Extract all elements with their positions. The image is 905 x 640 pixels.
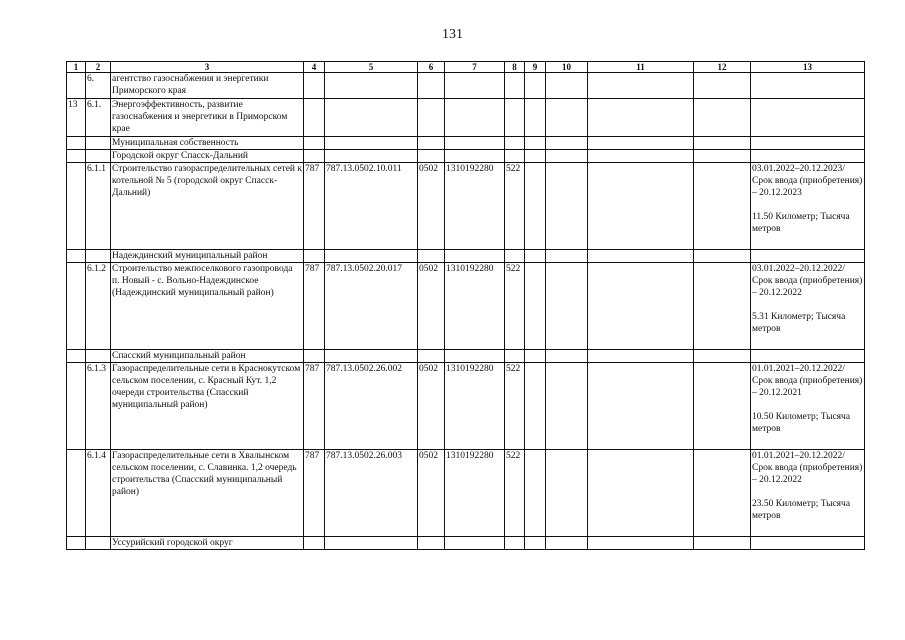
section-subsection	[418, 137, 445, 150]
section-code: 6.1.4	[86, 450, 111, 537]
section-subsection	[418, 73, 445, 99]
row-number	[67, 137, 86, 150]
row-number	[67, 537, 86, 550]
column-header: 9	[525, 62, 546, 73]
period-capacity	[751, 137, 865, 150]
grbs-code	[304, 150, 325, 163]
grbs-code	[304, 137, 325, 150]
period-capacity: 03.01.2022–20.12.2022/ Срок ввода (приобретения) – 20.12.2022 5.31 Километр; Тысяча метров	[751, 263, 865, 350]
cell	[588, 99, 694, 137]
row-number	[67, 450, 86, 537]
period-capacity	[751, 350, 865, 363]
section-code: 6.1.2	[86, 263, 111, 350]
table-row	[67, 163, 865, 250]
cell	[588, 137, 694, 150]
column-header: 13	[751, 62, 865, 73]
section-subsection	[418, 99, 445, 137]
period-capacity: 01.01.2021–20.12.2022/ Срок ввода (приобретения) – 20.12.2022 23.50 Километр; Тысяча метров	[751, 450, 865, 537]
cell	[525, 263, 546, 350]
target-article	[445, 537, 505, 550]
cell	[694, 450, 751, 537]
cell	[588, 250, 694, 263]
section-code: 6.	[86, 73, 111, 99]
expense-type	[505, 150, 525, 163]
cell	[525, 99, 546, 137]
cell	[546, 350, 588, 363]
object-code	[325, 99, 418, 137]
table-row	[67, 263, 865, 350]
object-name: Строительство газораспределительных сетей к котельной № 5 (городской округ Спасск-Дальний)	[111, 163, 304, 250]
cell	[546, 137, 588, 150]
cell	[588, 263, 694, 350]
cell	[546, 250, 588, 263]
object-name: Газораспределительные сети в Краснокутском сельском поселении, с. Красный Кут. 1,2 очереди строительства (Спасский муниципальный район)	[111, 363, 304, 450]
section-subsection	[418, 150, 445, 163]
row-number	[67, 350, 86, 363]
period-capacity	[751, 99, 865, 137]
object-name: агентство газоснабжения и энергетики Приморского края	[111, 73, 304, 99]
object-name: Энергоэффективность, развитие газоснабжения и энергетики в Приморском крае	[111, 99, 304, 137]
grbs-code: 787	[304, 363, 325, 450]
target-article: 1310192280	[445, 363, 505, 450]
cell	[694, 99, 751, 137]
target-article: 1310192280	[445, 450, 505, 537]
cell	[546, 150, 588, 163]
section-code	[86, 350, 111, 363]
period-capacity	[751, 537, 865, 550]
section-code: 6.1.	[86, 99, 111, 137]
column-header: 6	[418, 62, 445, 73]
row-number	[67, 150, 86, 163]
grbs-code: 787	[304, 163, 325, 250]
cell	[694, 73, 751, 99]
expense-type: 522	[505, 263, 525, 350]
cell	[525, 150, 546, 163]
section-code: 6.1.3	[86, 363, 111, 450]
cell	[694, 150, 751, 163]
cell	[525, 537, 546, 550]
target-article	[445, 137, 505, 150]
object-code	[325, 73, 418, 99]
cell	[525, 450, 546, 537]
cell	[588, 363, 694, 450]
column-header: 5	[325, 62, 418, 73]
column-header: 12	[694, 62, 751, 73]
budget-table	[66, 61, 865, 550]
object-code	[325, 137, 418, 150]
cell	[588, 150, 694, 163]
cell	[588, 163, 694, 250]
table-row	[67, 250, 865, 263]
object-code: 787.13.0502.26.003	[325, 450, 418, 537]
target-article	[445, 99, 505, 137]
object-name: Надеждинский муниципальный район	[111, 250, 304, 263]
section-subsection: 0502	[418, 163, 445, 250]
expense-type	[505, 537, 525, 550]
target-article	[445, 350, 505, 363]
expense-type	[505, 137, 525, 150]
section-subsection: 0502	[418, 450, 445, 537]
period-capacity: 03.01.2022–20.12.2023/ Срок ввода (приобретения) – 20.12.2023 11.50 Километр; Тысяча метров	[751, 163, 865, 250]
cell	[694, 537, 751, 550]
target-article	[445, 250, 505, 263]
table-row	[67, 450, 865, 537]
table-row	[67, 137, 865, 150]
cell	[546, 73, 588, 99]
object-name: Спасский муниципальный район	[111, 350, 304, 363]
period-capacity	[751, 250, 865, 263]
object-code	[325, 250, 418, 263]
table-row	[67, 363, 865, 450]
section-code	[86, 537, 111, 550]
object-code: 787.13.0502.20.017	[325, 263, 418, 350]
expense-type	[505, 99, 525, 137]
object-code	[325, 350, 418, 363]
section-code	[86, 150, 111, 163]
object-code	[325, 537, 418, 550]
target-article	[445, 150, 505, 163]
column-header: 3	[111, 62, 304, 73]
cell	[546, 263, 588, 350]
grbs-code	[304, 73, 325, 99]
row-number	[67, 250, 86, 263]
object-code: 787.13.0502.10.011	[325, 163, 418, 250]
cell	[694, 263, 751, 350]
row-number	[67, 163, 86, 250]
header-row	[67, 62, 865, 73]
column-header: 8	[505, 62, 525, 73]
expense-type: 522	[505, 450, 525, 537]
grbs-code: 787	[304, 263, 325, 350]
table-row	[67, 99, 865, 137]
row-number	[67, 263, 86, 350]
object-name: Газораспределительные сети в Хвалынском сельском поселении, с. Славинка. 1,2 очередь строительства (Спасский муниципальный район)	[111, 450, 304, 537]
object-code	[325, 150, 418, 163]
column-header: 4	[304, 62, 325, 73]
expense-type: 522	[505, 363, 525, 450]
section-code	[86, 137, 111, 150]
table-row	[67, 73, 865, 99]
grbs-code	[304, 99, 325, 137]
cell	[525, 250, 546, 263]
cell	[694, 350, 751, 363]
column-header: 2	[86, 62, 111, 73]
page-number: 131	[442, 27, 463, 42]
section-code	[86, 250, 111, 263]
grbs-code	[304, 350, 325, 363]
row-number	[67, 363, 86, 450]
expense-type	[505, 250, 525, 263]
table-row	[67, 350, 865, 363]
column-header: 11	[588, 62, 694, 73]
section-subsection	[418, 537, 445, 550]
cell	[694, 250, 751, 263]
grbs-code: 787	[304, 450, 325, 537]
table-row	[67, 537, 865, 550]
object-name: Строительство межпоселкового газопровода п. Новый - с. Вольно-Надеждинское (Надеждинский муниципальный район)	[111, 263, 304, 350]
cell	[588, 450, 694, 537]
cell	[588, 350, 694, 363]
grbs-code	[304, 250, 325, 263]
cell	[694, 163, 751, 250]
section-subsection: 0502	[418, 263, 445, 350]
cell	[694, 137, 751, 150]
cell	[525, 137, 546, 150]
column-header: 10	[546, 62, 588, 73]
cell	[525, 363, 546, 450]
cell	[588, 537, 694, 550]
section-subsection	[418, 350, 445, 363]
cell	[546, 537, 588, 550]
cell	[525, 350, 546, 363]
period-capacity	[751, 150, 865, 163]
section-subsection: 0502	[418, 363, 445, 450]
table-row	[67, 150, 865, 163]
period-capacity	[751, 73, 865, 99]
cell	[546, 99, 588, 137]
period-capacity: 01.01.2021–20.12.2022/ Срок ввода (приобретения) – 20.12.2021 10.50 Километр; Тысяча метров	[751, 363, 865, 450]
target-article: 1310192280	[445, 163, 505, 250]
cell	[694, 363, 751, 450]
cell	[525, 73, 546, 99]
column-header: 1	[67, 62, 86, 73]
grbs-code	[304, 537, 325, 550]
expense-type	[505, 73, 525, 99]
object-code: 787.13.0502.26.002	[325, 363, 418, 450]
cell	[525, 163, 546, 250]
object-name: Уссурийский городской округ	[111, 537, 304, 550]
section-subsection	[418, 250, 445, 263]
cell	[546, 363, 588, 450]
target-article: 1310192280	[445, 263, 505, 350]
section-code: 6.1.1	[86, 163, 111, 250]
cell	[546, 450, 588, 537]
cell	[546, 163, 588, 250]
expense-type: 522	[505, 163, 525, 250]
cell	[588, 73, 694, 99]
expense-type	[505, 350, 525, 363]
object-name: Муниципальная собственность	[111, 137, 304, 150]
column-header: 7	[445, 62, 505, 73]
row-number	[67, 73, 86, 99]
target-article	[445, 73, 505, 99]
row-number: 13	[67, 99, 86, 137]
object-name: Городской округ Спасск-Дальний	[111, 150, 304, 163]
